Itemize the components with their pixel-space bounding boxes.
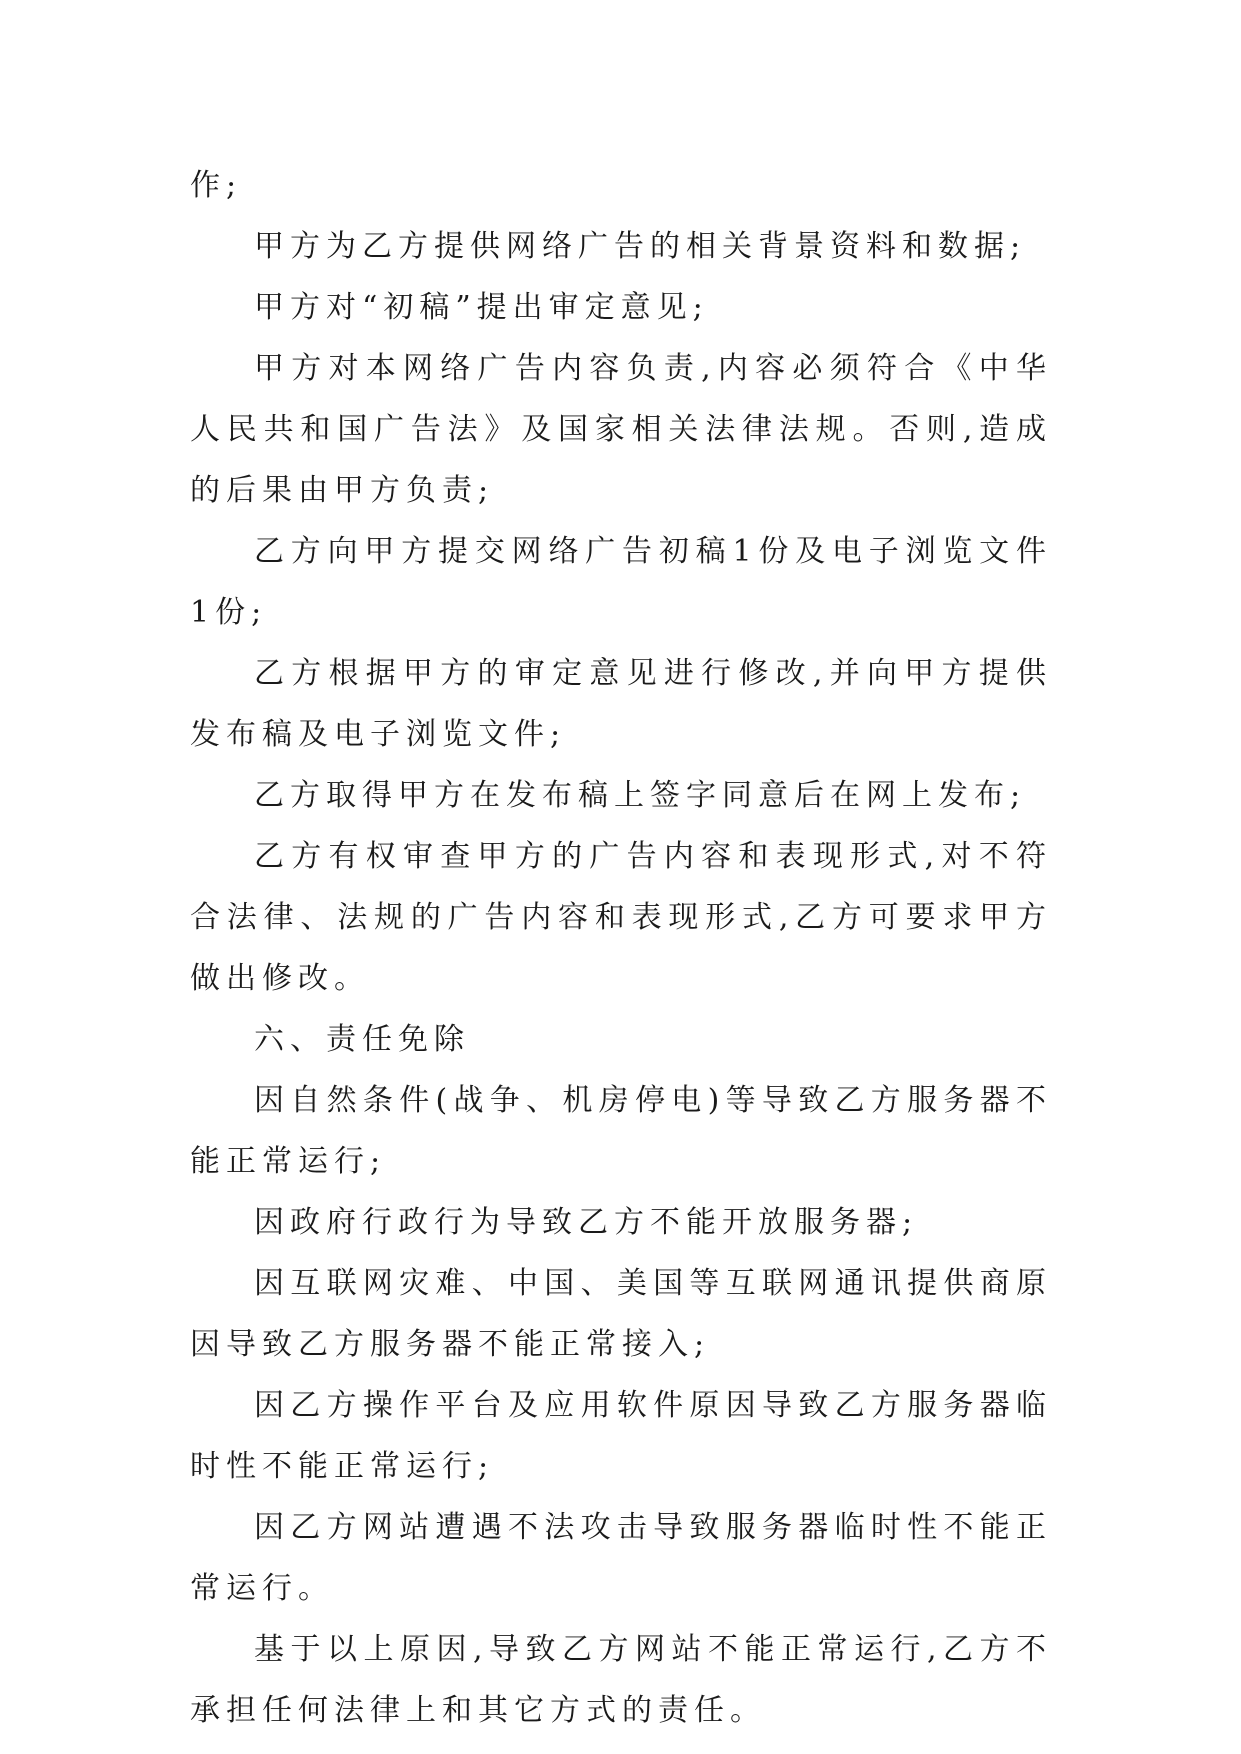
paragraph-party-a-responsibility: 甲方对本网络广告内容负责,内容必须符合《中华人民共和国广告法》及国家相关法律法规。否则,造成的后果由甲方负责; — [190, 351, 1052, 508]
paragraph-party-b-review-rights: 乙方有权审查甲方的广告内容和表现形式,对不符合法律、法规的广告内容和表现形式,乙方可要求甲方做出修改。 — [190, 839, 1052, 996]
paragraph-party-a-materials: 甲方为乙方提供网络广告的相关背景资料和数据; — [254, 229, 1027, 264]
paragraph-natural-conditions: 因自然条件(战争、机房停电)等导致乙方服务器不能正常运行; — [190, 1083, 1052, 1179]
section-heading-disclaimer: 六、责任免除 — [254, 1022, 470, 1057]
paragraph-internet-disaster: 因互联网灾难、中国、美国等互联网通讯提供商原因导致乙方服务器不能正常接入; — [190, 1266, 1052, 1362]
paragraph-illegal-attack: 因乙方网站遭遇不法攻击导致服务器临时性不能正常运行。 — [190, 1510, 1052, 1606]
paragraph-party-b-draft: 乙方向甲方提交网络广告初稿1份及电子浏览文件1份; — [190, 534, 1052, 630]
document-body — [190, 155, 1052, 1741]
paragraph-party-a-review: 甲方对“初稿”提出审定意见; — [254, 290, 709, 325]
paragraph-party-b-revision: 乙方根据甲方的审定意见进行修改,并向甲方提供发布稿及电子浏览文件; — [190, 656, 1052, 752]
paragraph-party-b-publish: 乙方取得甲方在发布稿上签字同意后在网上发布; — [254, 778, 1027, 813]
paragraph-platform-software: 因乙方操作平台及应用软件原因导致乙方服务器临时性不能正常运行; — [190, 1388, 1052, 1484]
paragraph-continuation: 作; — [190, 168, 243, 203]
paragraph-government-action: 因政府行政行为导致乙方不能开放服务器; — [254, 1205, 919, 1240]
paragraph-conclusion: 基于以上原因,导致乙方网站不能正常运行,乙方不承担任何法律上和其它方式的责任。 — [190, 1632, 1052, 1728]
